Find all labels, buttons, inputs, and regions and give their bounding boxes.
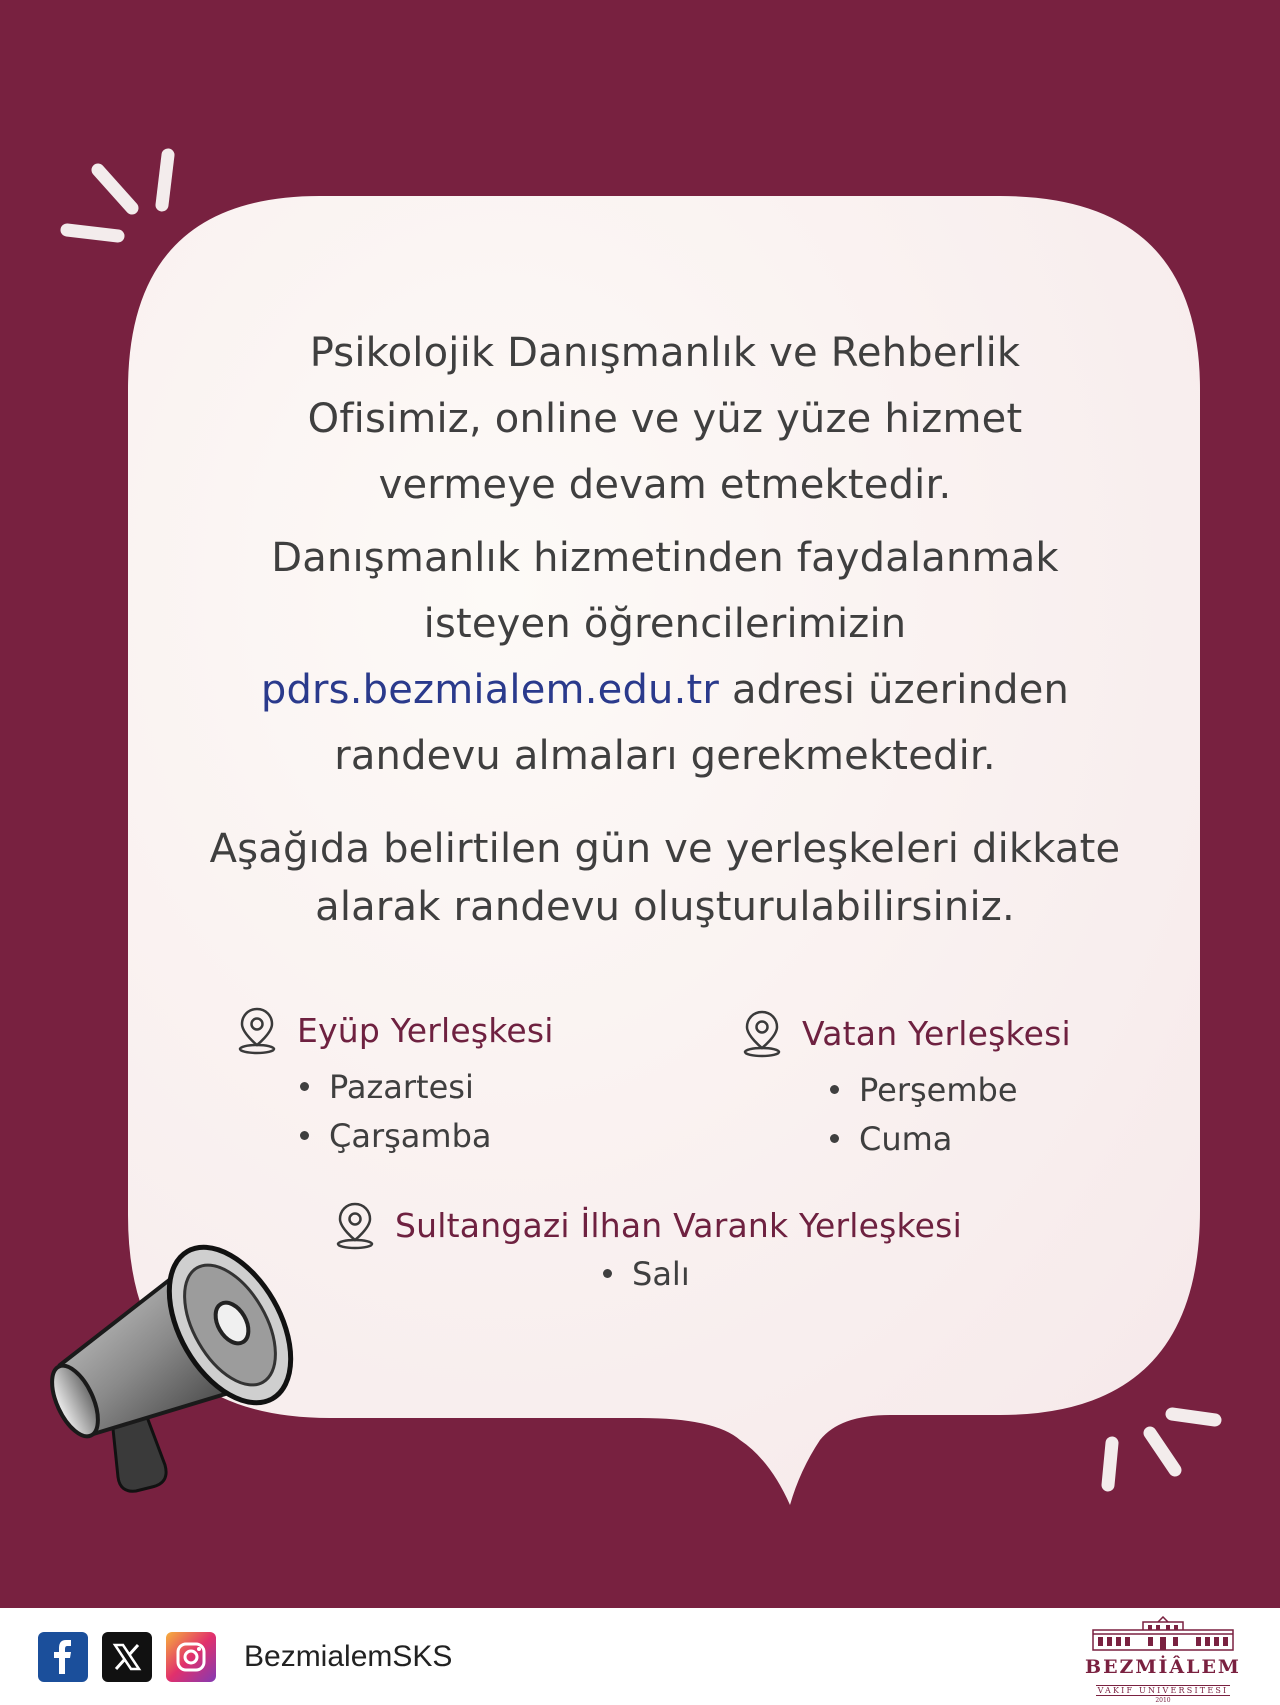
list-item: Pazartesi: [300, 1063, 554, 1112]
social-handle: BezmialemSKS: [244, 1639, 453, 1673]
appointment-paragraph: [130, 525, 1200, 789]
appointment-line: adresi üzerinden: [719, 667, 1070, 713]
campus-title: Sultangazi İlhan Varank Yerleşkesi: [395, 1205, 962, 1245]
logo-name: BEZMİÂLEM: [1085, 1656, 1241, 1678]
campus-vatan: [740, 1008, 1071, 1164]
intro-paragraph: [130, 320, 1200, 518]
list-item: Salı: [603, 1250, 962, 1299]
megaphone-icon: [40, 1215, 310, 1515]
appointment-line: Danışmanlık hizmetinden faydalanmak: [271, 535, 1059, 581]
social-links: [38, 1632, 452, 1682]
instagram-icon[interactable]: [166, 1632, 216, 1682]
intro-line: Psikolojik Danışmanlık ve Rehberlik: [309, 330, 1021, 376]
appointment-line: randevu almaları gerekmektedir.: [334, 733, 996, 779]
location-pin-icon: [235, 1005, 279, 1055]
instruction-paragraph: [130, 820, 1200, 936]
list-item: Perşembe: [830, 1066, 1071, 1115]
campus-title: Eyüp Yerleşkesi: [297, 1010, 554, 1050]
instruction-line: alarak randevu oluşturulabilirsiniz.: [315, 884, 1015, 930]
intro-line: vermeye devam etmektedir.: [378, 462, 952, 508]
location-pin-icon: [740, 1008, 784, 1058]
logo-year: 2010: [1155, 1697, 1171, 1704]
pdrs-link[interactable]: pdrs.bezmialem.edu.tr: [260, 667, 720, 713]
appointment-line: isteyen öğrencilerimizin: [423, 601, 907, 647]
university-logo: [1078, 1616, 1248, 1702]
facebook-icon[interactable]: [38, 1632, 88, 1682]
location-pin-icon: [333, 1200, 377, 1250]
announcement-card: [130, 200, 1200, 1380]
day-list: [830, 1066, 1071, 1164]
building-logo-icon: [1088, 1616, 1238, 1652]
x-icon[interactable]: [102, 1632, 152, 1682]
instruction-line: Aşağıda belirtilen gün ve yerleşkeleri dikkate: [209, 826, 1121, 872]
day-list: [603, 1250, 962, 1299]
footer-bar: [0, 1608, 1280, 1705]
intro-line: Ofisimiz, online ve yüz yüze hizmet: [307, 396, 1023, 442]
campus-sultangazi: [333, 1200, 962, 1299]
list-item: Cuma: [830, 1115, 1071, 1164]
logo-subtitle: VAKIF ÜNİVERSİTESİ: [1097, 1686, 1229, 1695]
list-item: Çarşamba: [300, 1112, 554, 1161]
day-list: [300, 1063, 554, 1161]
campus-eyup: [235, 1005, 554, 1161]
campus-title: Vatan Yerleşkesi: [802, 1013, 1071, 1053]
